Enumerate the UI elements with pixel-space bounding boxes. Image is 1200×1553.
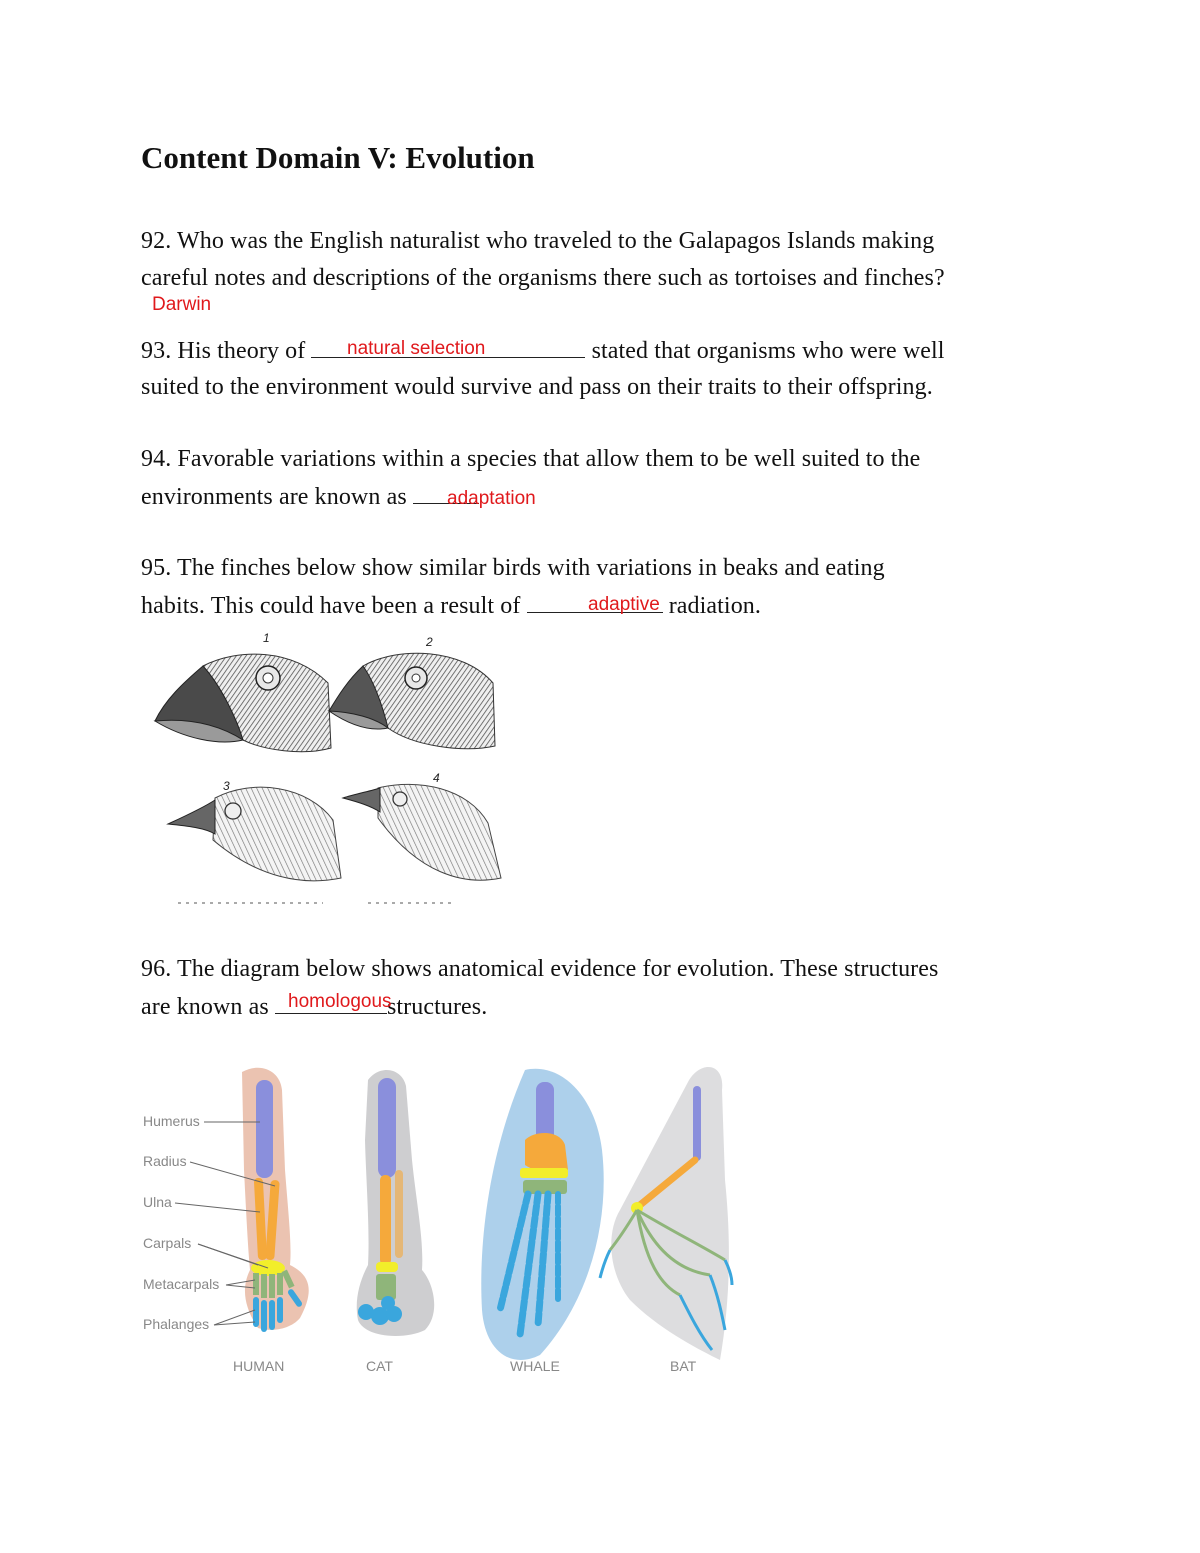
label-carpals: Carpals [143, 1235, 192, 1251]
q95-prefix: habits. This could have been a result of [141, 593, 521, 619]
finch-2 [329, 653, 495, 748]
finch-label-4: 4 [433, 771, 440, 785]
finch-4 [343, 784, 501, 880]
animal-label-cat: CAT [366, 1358, 393, 1374]
q92-answer: Darwin [152, 294, 212, 315]
bat-limb [600, 1067, 732, 1360]
cat-limb [357, 1070, 434, 1336]
label-phalanges: Phalanges [143, 1316, 210, 1332]
q94-answer: adaptation [447, 488, 536, 509]
label-metacarpals: Metacarpals [143, 1276, 220, 1292]
q94-prefix: environments are known as [141, 484, 407, 510]
homologous-limbs-diagram [140, 1060, 740, 1380]
q96-line1: 96. The diagram below shows anatomical evidence for evolution. These structures [141, 956, 939, 982]
q95-line2 [141, 592, 761, 620]
q96-answer: homologous [288, 991, 392, 1012]
q94-line2 [141, 483, 479, 511]
q95-answer: adaptive [588, 594, 660, 615]
finch-label-3: 3 [223, 779, 230, 793]
animal-label-bat: BAT [670, 1358, 697, 1374]
label-ulna: Ulna [143, 1194, 172, 1210]
finch-label-2: 2 [426, 635, 433, 649]
finch-1 [155, 654, 331, 752]
q96-prefix: are known as [141, 994, 269, 1020]
animal-label-whale: WHALE [510, 1358, 560, 1374]
q93-answer: natural selection [347, 338, 486, 359]
q93-line1 [141, 337, 945, 365]
page-title: Content Domain V: Evolution [141, 140, 535, 175]
q93-prefix: 93. His theory of [141, 338, 306, 364]
animal-label-human: HUMAN [233, 1358, 285, 1374]
q92-line1: 92. Who was the English naturalist who traveled to the Galapagos Islands making [141, 228, 935, 254]
human-limb [242, 1068, 309, 1332]
q92-line2: careful notes and descriptions of the organisms there such as tortoises and finches? [141, 265, 945, 291]
finch-label-1: 1 [263, 631, 270, 645]
whale-limb [481, 1069, 603, 1360]
q95-suffix: radiation. [668, 593, 761, 619]
q95-line1: 95. The finches below show similar birds with variations in beaks and eating [141, 555, 885, 581]
q96-suffix: structures. [386, 994, 488, 1020]
q93-line2: suited to the environment would survive and pass on their traits to their offspring. [141, 374, 933, 400]
q94-line1: 94. Favorable variations within a species that allow them to be well suited to the [141, 446, 921, 472]
finch-3 [168, 787, 341, 881]
label-radius: Radius [143, 1153, 187, 1169]
q93-suffix: stated that organisms who were well [591, 338, 945, 364]
finch-beaks-illustration [143, 628, 513, 910]
label-humerus: Humerus [143, 1113, 200, 1129]
